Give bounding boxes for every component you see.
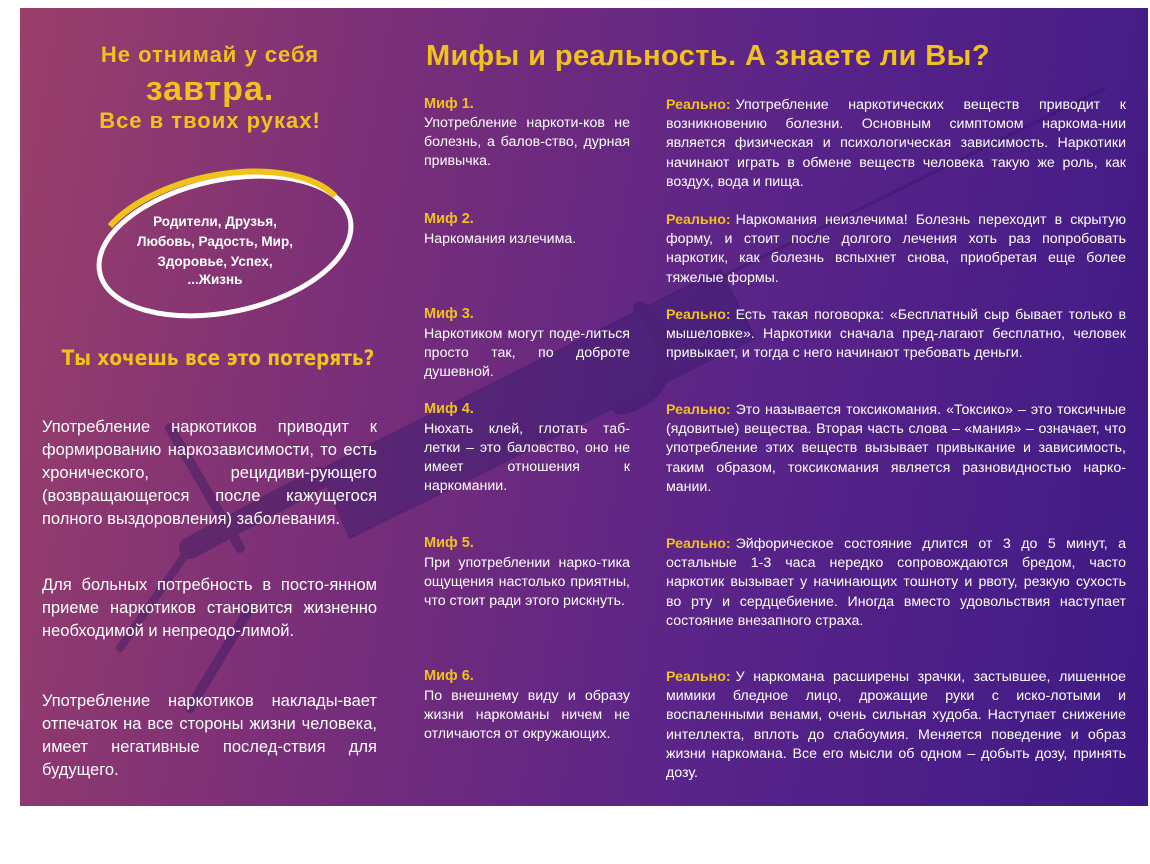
reality-block [666, 211, 1126, 288]
myth-text: При употреблении нарко-тика ощущения настолько приятны, что стоит ради этого рискнуть. [424, 555, 630, 609]
myth-text: Употребление наркоти-ков не болезнь, а балов-ство, дурная привычка. [424, 115, 630, 169]
myth-label: Миф 6. [424, 668, 474, 684]
reality-text: У наркомана расширены зрачки, застывшее, лишенное мимики бледное лицо, дрожащие руки с иско-лотыми и воспаленными венами, очень сильная худоба. Наступает снижение интеллекта, вплоть до слабоумия. Меняется поведение и образ жизни наркомана. Все его мысли об одном – добыть дозу, принять дозу. [666, 669, 1126, 782]
reality-text: Есть такая поговорка: «Бесплатный сыр бывает только в мышеловке». Наркотики сначала пред-лагают бесплатно, человек привыкает, и тогда с него начинают требовать деньги. [666, 307, 1126, 362]
myth-label: Миф 4. [424, 401, 474, 417]
question-heading: Ты хочешь все это потерять? [61, 346, 375, 370]
myth-text: Наркотиком могут поде-литься просто так, по доброте душевной. [424, 326, 630, 380]
reality-text: Наркомания неизлечима! Болезнь переходит в скрытую форму, и стоит после долгого лечения хоть раз попробовать наркотик, как болезнь вспыхнет снова, приобретая еще более тяжелые формы. [666, 212, 1126, 286]
reality-label: Реально: [666, 536, 731, 552]
myth-label: Миф 2. [424, 211, 474, 227]
left-paragraph: Употребление наркотиков наклады-вает отпечаток на все стороны жизни человека, имеет негативные послед-ствия для будущего. [42, 692, 377, 779]
myth-text: Наркомания излечима. [424, 231, 577, 247]
main-title: Мифы и реальность. А знаете ли Вы? [426, 40, 990, 72]
myth-text: По внешнему виду и образу жизни наркоманы ничем не отличаются от окружающих. [424, 688, 630, 742]
ellipse-line: Здоровье, Успех, [157, 254, 273, 269]
myth-label: Миф 5. [424, 535, 474, 551]
reality-label: Реально: [666, 97, 731, 113]
myth-text: Нюхать клей, глотать таб-летки – это баловство, оно не имеет отношения к наркомании. [424, 421, 630, 494]
ellipse-line: ...Жизнь [187, 272, 243, 287]
reality-block [666, 535, 1126, 631]
reality-block [666, 668, 1126, 783]
ellipse-line: Любовь, Радость, Мир, [137, 234, 293, 249]
slogan-line-1: Не отнимай у себя [100, 42, 320, 67]
myth-label: Миф 1. [424, 96, 474, 112]
reality-text: Эйфорическое состояние длится от 3 до 5 минут, а остальные 1-3 часа нередко сопровождаются бредом, часто наркотик вызывает у начинающих тошноту и рвоту, резкую сухость во рту и сердцебиение. Иногда вместо удовольствия наступает состояние внезапного страха. [666, 536, 1126, 629]
ellipse-line: Родители, Друзья, [153, 214, 277, 229]
reality-label: Реально: [666, 212, 731, 228]
myth-label: Миф 3. [424, 306, 474, 322]
flyer-panel [20, 8, 1148, 806]
left-paragraph: Употребление наркотиков приводит к формированию наркозависимости, то есть хронического, рецидиви-рующего (возвращающегося после кажущегося полного выздоровления) заболевания. [42, 418, 377, 528]
slogan-line-2: завтра. [145, 70, 275, 108]
reality-block [666, 96, 1126, 192]
reality-block [666, 306, 1126, 364]
slogan-line-3: Все в твоих руках! [99, 108, 321, 133]
reality-label: Реально: [666, 669, 731, 685]
reality-text: Употребление наркотических веществ приводит к возникновению болезни. Основным симптомом наркома-нии является физическая и психологическая зависимость. Наркотики начинают играть в обмене веществ человека такую же роль, как воздух, вода и пища. [666, 97, 1126, 190]
reality-text: Это называется токсикомания. «Токсико» – это токсичные (ядовитые) вещества. Вторая часть слова – «мания» – означает, что употребление этих веществ вызывает привыкание и зависимость, таким образом, токсикомания является разновидностью нарко-мании. [666, 402, 1126, 495]
reality-label: Реально: [666, 307, 731, 323]
left-paragraph: Для больных потребность в посто-янном приеме наркотиков становится жизненно необходимой и непреодо-лимой. [42, 576, 377, 640]
reality-block [666, 401, 1126, 497]
reality-label: Реально: [666, 402, 731, 418]
